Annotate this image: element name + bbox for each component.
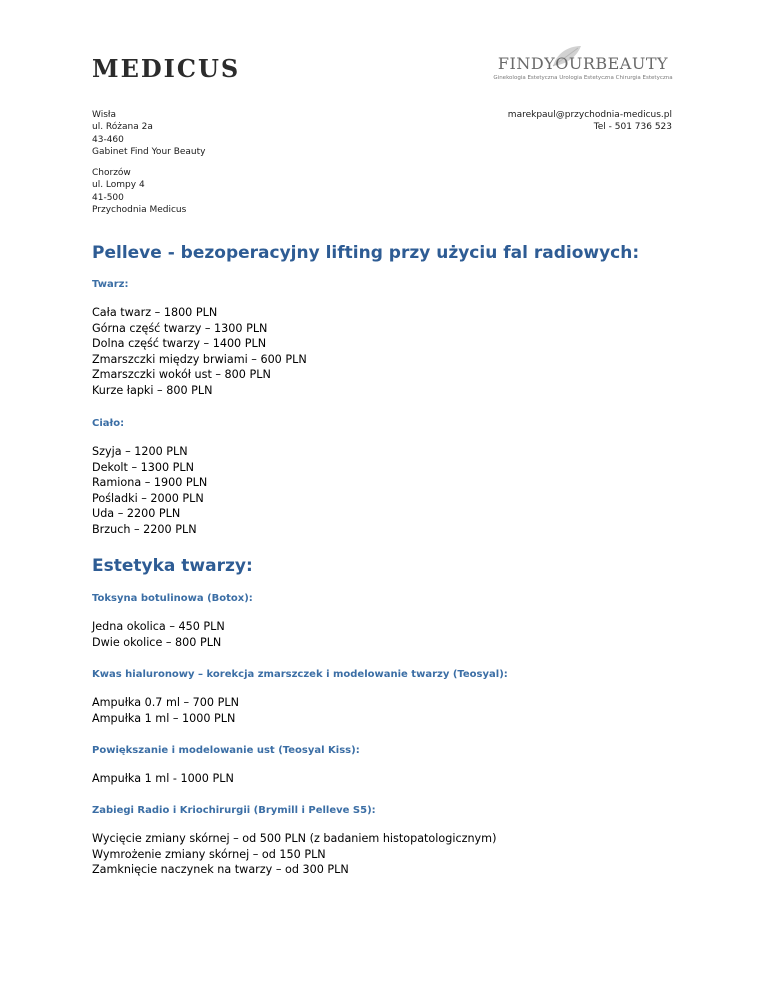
- findyourbeauty-wordmark: FINDYOURBEAUTY: [497, 54, 669, 73]
- address-line: Przychodnia Medicus: [92, 204, 187, 215]
- address-line: Wisła: [92, 110, 116, 120]
- radio-price-list: [92, 831, 496, 878]
- cialo-price-list: [92, 444, 207, 538]
- price-item: Górna część twarzy – 1300 PLN: [92, 321, 268, 335]
- price-item: Szyja – 1200 PLN: [92, 445, 188, 458]
- botox-price-list: [92, 619, 225, 650]
- price-item: Ampułka 1 ml – 1000 PLN: [92, 711, 236, 725]
- usta-price-list: [92, 771, 234, 787]
- contact-info: [508, 109, 672, 134]
- price-item: Cała twarz – 1800 PLN: [92, 306, 218, 319]
- kwas-price-list: [92, 695, 239, 726]
- botox-heading: Toksyna botulinowa (Botox):: [92, 593, 253, 604]
- findyourbeauty-tagline: Ginekologia Estetyczna Urologia Estetyczna Chirurgia Estetyczna: [493, 75, 673, 81]
- address-wisla: [92, 109, 206, 158]
- price-item: Ramiona – 1900 PLN: [92, 476, 208, 490]
- price-item: Zamknięcie naczynek na twarzy – od 300 PLN: [92, 863, 349, 877]
- price-item: Uda – 2200 PLN: [92, 507, 181, 521]
- price-item: Kurze łapki – 800 PLN: [92, 383, 213, 397]
- pelleve-heading: Pelleve - bezoperacyjny lifting przy użyciu fal radiowych:: [92, 243, 640, 263]
- address-chorzow: [92, 167, 186, 216]
- estetyka-heading: Estetyka twarzy:: [92, 556, 253, 576]
- price-item: Pośladki – 2000 PLN: [92, 491, 204, 505]
- email-link[interactable]: marekpaul@przychodnia-medicus.pl: [507, 110, 672, 120]
- findyourbeauty-logo: [490, 44, 676, 84]
- phone-number: Tel - 501 736 523: [593, 122, 672, 133]
- price-item: Zmarszczki wokół ust – 800 PLN: [92, 368, 271, 382]
- price-item: Wymrożenie zmiany skórnej – od 150 PLN: [92, 847, 326, 861]
- twarz-heading: Twarz:: [92, 279, 129, 290]
- address-line: 41-500: [92, 192, 124, 203]
- address-line: Chorzów: [92, 168, 131, 178]
- twarz-price-list: [92, 305, 307, 399]
- price-item: Ampułka 1 ml - 1000 PLN: [92, 772, 234, 785]
- price-item: Zmarszczki między brwiami – 600 PLN: [92, 352, 307, 366]
- price-item: Ampułka 0.7 ml – 700 PLN: [92, 696, 239, 709]
- address-line: ul. Lompy 4: [92, 180, 145, 191]
- address-line: ul. Różana 2a: [92, 122, 153, 133]
- address-line: 43-460: [92, 134, 124, 145]
- price-item: Dekolt – 1300 PLN: [92, 460, 194, 474]
- address-line: Gabinet Find Your Beauty: [92, 146, 206, 157]
- medicus-logo: MEDICUS: [92, 54, 241, 83]
- kwas-heading: Kwas hialuronowy – korekcja zmarszczek i modelowanie twarzy (Teosyal):: [92, 669, 508, 680]
- radio-heading: Zabiegi Radio i Kriochirurgii (Brymill i Pelleve S5):: [92, 805, 376, 816]
- usta-heading: Powiększanie i modelowanie ust (Teosyal Kiss):: [92, 745, 360, 756]
- price-item: Jedna okolica – 450 PLN: [92, 620, 225, 633]
- price-item: Brzuch – 2200 PLN: [92, 522, 197, 536]
- price-item: Wycięcie zmiany skórnej – od 500 PLN (z badaniem histopatologicznym): [92, 832, 497, 845]
- price-item: Dolna część twarzy – 1400 PLN: [92, 337, 267, 351]
- price-item: Dwie okolice – 800 PLN: [92, 635, 222, 649]
- cialo-heading: Ciało:: [92, 418, 125, 429]
